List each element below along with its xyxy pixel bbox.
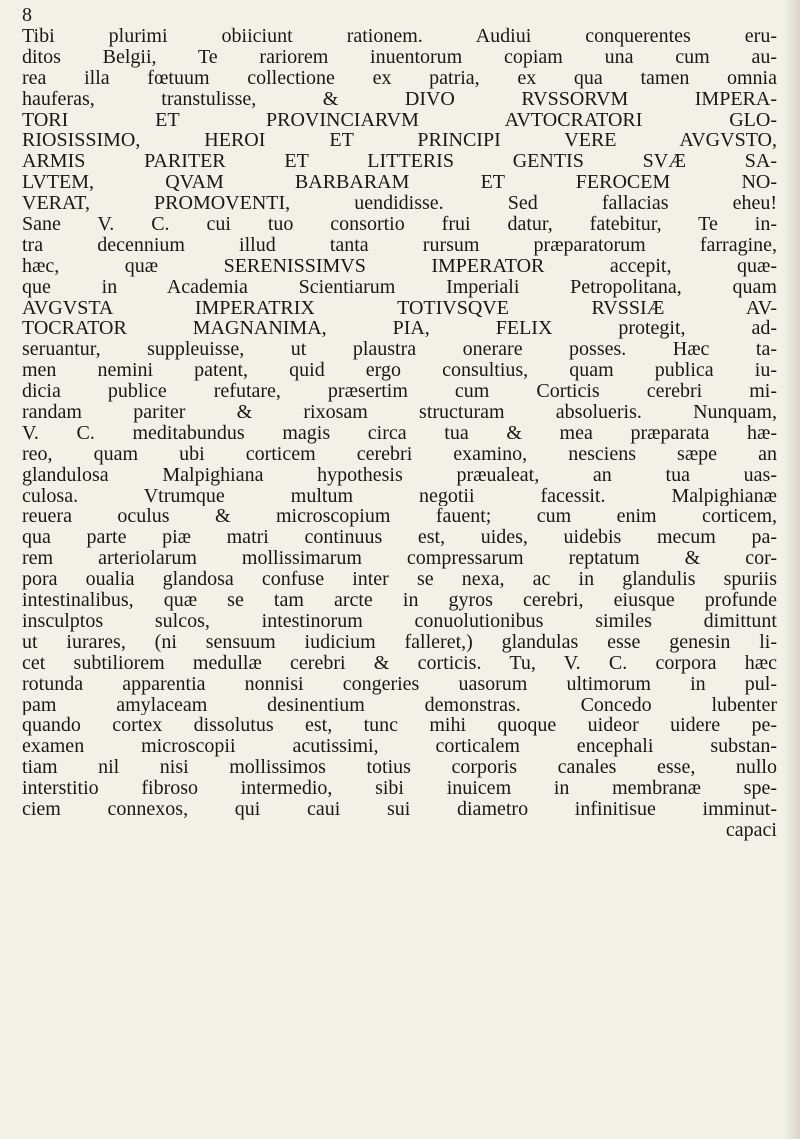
text-line: intestinalibus, quæ se tam arcte in gyros cerebri, eiusque profunde bbox=[22, 590, 777, 611]
catchword: capaci bbox=[725, 819, 777, 841]
page-number: 8 bbox=[22, 4, 32, 26]
text-line: quando cortex dissolutus est, tunc mihi quoque uideor uidere pe- bbox=[22, 715, 777, 737]
text-line: Sane V. C. cui tuo consortio frui datur, fatebitur, Te in- bbox=[22, 214, 777, 235]
text-line: TORI ET PROVINCIARVM AVTOCRATORI GLO- bbox=[22, 109, 777, 131]
text-line: rea illa fœtuum collectione ex patria, ex qua tamen omnia bbox=[22, 67, 777, 89]
text-line: LVTEM, QVAM BARBARAM ET FEROCEM NO- bbox=[22, 172, 777, 194]
text-line: tra decennium illud tanta rursum præparatorum farragine, bbox=[22, 234, 777, 256]
text-line: examen microscopii acutissimi, corticalem encephali substan- bbox=[22, 736, 777, 758]
text-line: pora oualia glandosa confuse inter se nexa, ac in glandulis spuriis bbox=[22, 569, 777, 591]
text-line: cet subtiliorem medullæ cerebri & corticis. Tu, V. C. corpora hæc bbox=[22, 652, 777, 674]
text-line: hauferas, transtulisse, & DIVO RVSSORVM IMPERA- bbox=[22, 88, 777, 110]
text-line: interstitio fibroso intermedio, sibi inuicem in membranæ spe- bbox=[22, 778, 777, 799]
text-line: hæc, quæ SERENISSIMVS IMPERATOR accepit, quæ- bbox=[22, 255, 777, 277]
text-line: AVGVSTA IMPERATRIX TOTIVSQVE RVSSIÆ AV- bbox=[22, 297, 777, 319]
text-line: insculptos sulcos, intestinorum conuolutionibus similes dimittunt bbox=[22, 610, 777, 632]
text-line: dicia publice refutare, præsertim cum Corticis cerebri mi- bbox=[22, 381, 777, 403]
text-line: reo, quam ubi corticem cerebri examino, nesciens sæpe an bbox=[22, 443, 777, 465]
text-line: glandulosa Malpighiana hypothesis præualeat, an tua uas- bbox=[22, 464, 777, 486]
text-line: seruantur, suppleuisse, ut plaustra onerare posses. Hæc ta- bbox=[22, 339, 777, 361]
text-line: qua parte piæ matri continuus est, uides, uidebis mecum pa- bbox=[22, 527, 777, 549]
text-line: RIOSISSIMO, HEROI ET PRINCIPI VERE AVGVSTO, bbox=[22, 130, 777, 152]
text-line: tiam nil nisi mollissimos totius corporis canales esse, nullo bbox=[22, 757, 777, 779]
text-line: rem arteriolarum mollissimarum compressarum reptatum & cor- bbox=[22, 548, 777, 570]
text-line: pam amylaceam desinentium demonstras. Concedo lubenter bbox=[22, 694, 777, 716]
text-line: men nemini patent, quid ergo consultius, quam publica iu- bbox=[22, 360, 777, 382]
text-line: Tibi plurimi obiiciunt rationem. Audiui conquerentes eru- bbox=[22, 26, 777, 47]
text-line: rotunda apparentia nonnisi congeries uasorum ultimorum in pul- bbox=[22, 673, 777, 695]
text-line: TOCRATOR MAGNANIMA, PIA, FELIX protegit, ad- bbox=[22, 318, 777, 340]
text-line: ARMIS PARITER ET LITTERIS GENTIS SVÆ SA- bbox=[22, 151, 777, 173]
text-line: V. C. meditabundus magis circa tua & mea præparata hæ- bbox=[22, 422, 777, 444]
text-line: ditos Belgii, Te rariorem inuentorum copiam una cum au- bbox=[22, 46, 777, 68]
text-line: randam pariter & rixosam structuram absolueris. Nunquam, bbox=[22, 402, 777, 423]
text-line: que in Academia Scientiarum Imperiali Petropolitana, quam bbox=[22, 276, 777, 298]
text-line: VERAT, PROMOVENTI, uendidisse. Sed fallacias eheu! bbox=[22, 193, 777, 215]
body-text bbox=[22, 26, 777, 841]
text-line: reuera oculus & microscopium fauent; cum enim corticem, bbox=[22, 506, 777, 528]
page-edge-shadow bbox=[786, 0, 800, 1139]
text-line: ciem connexos, qui caui sui diametro infinitisue imminut- bbox=[22, 798, 777, 820]
text-line: ut iurares, (ni sensuum iudicium falleret,) glandulas esse genesin li- bbox=[22, 631, 777, 653]
text-line: culosa. Vtrumque multum negotii facessit. Malpighianæ bbox=[22, 485, 777, 507]
